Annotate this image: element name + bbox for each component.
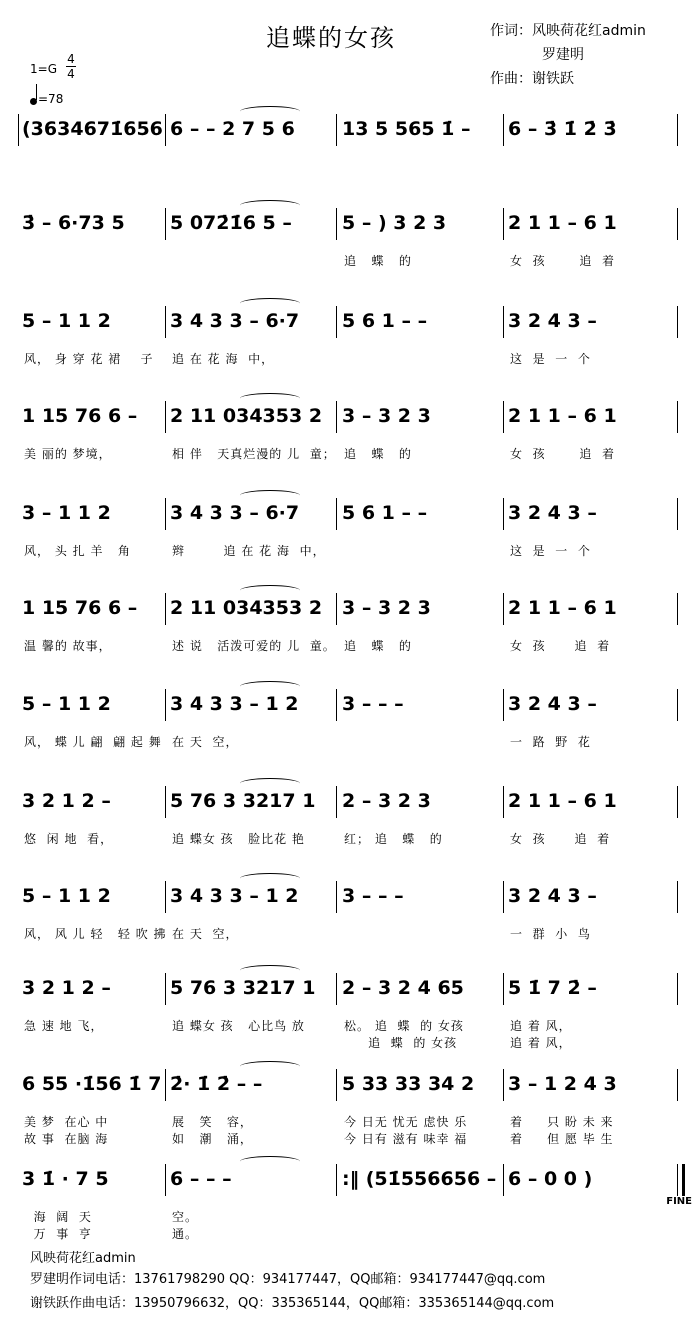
bar-line [336,498,337,530]
bar-line [336,1069,337,1101]
lyric-text: 追 蝶女 孩 脸比花 艳 [172,832,305,846]
score-row [0,212,698,292]
lyric-text: 一 路 野 花 [510,735,591,749]
lyric-text: 风， 蝶 儿 翩 翩 起 舞 [24,735,162,749]
lyric-text: 女 孩 追 着 [510,254,615,268]
bar-line [677,114,678,146]
score-row [0,790,698,870]
score-row [0,1168,698,1248]
lyric-text: 这 是 一 个 [510,544,591,558]
lyric-text: 追 蝶 的 [344,254,412,268]
bar-line [503,1069,504,1101]
measure-notes: 3 2 4 3 – [508,502,597,524]
bar-line [503,498,504,530]
lyric-text: 述 说 活泼可爱的 儿 童。 [172,639,336,653]
bar-line [677,593,678,625]
measure-notes: 2̇· 1̇ 2̇ – – [170,1073,263,1095]
lyric-text: 追 蝶女 孩 心比鸟 放 [172,1019,305,1033]
score-row [0,597,698,677]
measure-notes: 3 4 3 3 – 1 2 [170,885,299,907]
footer-line-1: 风映荷花红admin [30,1251,136,1266]
measure-notes: 2 11 034353 2 [170,597,323,619]
score-row [0,118,698,198]
bar-line [336,973,337,1005]
slur-arc [240,965,300,976]
lyric-text: 今 日无 忧无 虑快 乐 今 日有 滋有 味幸 福 [344,1115,468,1146]
lyric-text: 风， 身 穿 花 裙 子 [24,352,154,366]
lyricist-line [490,20,646,40]
lyricist-label: 作词： [490,23,532,39]
bar-line [336,593,337,625]
measure-notes: 3 4 3 3 – 6·7 [170,502,300,524]
measure-notes: 5 33 33 34 2 [342,1073,475,1095]
lyricist2-name: 罗建明 [542,47,584,63]
tempo-value: =78 [38,92,64,106]
slur-arc [240,200,300,211]
fine-marking: FINE [666,1196,692,1207]
measure-notes: 6 55 ·1̇56 1̇ 7 [22,1073,162,1095]
measure-notes: 3 – – – [342,885,404,907]
footer-line-2: 罗建明作词电话：13761798290 QQ：934177447，QQ邮箱：934177447@qq.com [30,1272,546,1287]
bar-line [503,208,504,240]
slur-arc [240,490,300,501]
lyric-text: 美 梦 在心 中 故 事 在脑 海 [24,1115,109,1146]
bar-line [336,689,337,721]
bar-line [336,306,337,338]
measure-notes: 2 1 1 – 6 1 [508,405,617,427]
lyric-text: 海 阔 天 万 事 亨 [33,1210,92,1241]
measure-notes: 6 – – 2 7 5 6 [170,118,295,140]
measure-notes: 3 – – – [342,693,404,715]
slur-arc [240,1156,300,1167]
composer-line [490,68,574,88]
slur-arc [240,106,300,117]
score-row [0,405,698,485]
bar-line [503,881,504,913]
measure-notes: :‖ (51̇556656 – [342,1168,497,1190]
measure-notes: 3 – 1 1 2 [22,502,111,524]
bar-line [165,881,166,913]
bar-line [165,498,166,530]
measure-notes: 5 – 1 1 2 [22,310,111,332]
measure-notes: 3 2 1 2 – [22,790,111,812]
lyric-text: 在 天 空， [172,735,239,749]
bar-line [677,1164,678,1196]
measure-notes: 1 15 76 6 – [22,405,138,427]
measure-notes: 1 15 76 6 – [22,597,138,619]
lyric-text: 悠 闲 地 看， [24,832,114,846]
measure-notes: 2 1 1 – 6 1 [508,597,617,619]
lyric-text: 追 着 风， 追 着 风， [510,1019,572,1050]
start-bar-line [18,114,19,146]
bar-line [677,401,678,433]
composer-label: 作曲： [490,71,532,87]
footer-line-3: 谢铁跃作曲电话：13950796632，QQ：335365144，QQ邮箱：335365144@qq.com [30,1296,555,1311]
lyric-text: 追 在 花 海 中， [172,352,275,366]
measure-notes: 3 – 3 2 3 [342,405,431,427]
slur-arc [240,778,300,789]
bar-line [165,1164,166,1196]
bar-line [503,689,504,721]
lyric-text: 女 孩 追 着 [510,447,615,461]
lyric-text: 追 蝶 的 [344,447,412,461]
lyric-text: 着 只 盼 未 来 着 但 愿 毕 生 [510,1115,614,1146]
measure-notes: 2 1 1 – 6 1 [508,212,617,234]
lyric-text: 展 笑 容， 如 潮 涌， [172,1115,253,1146]
lyric-text: 空。 通。 [172,1210,199,1241]
bar-line [336,786,337,818]
measure-notes: 5 76 3 3217 1 [170,790,316,812]
key-signature: 1=G [30,62,57,76]
measure-notes: 13 5 565 1̇ – [342,118,471,140]
tempo-marking [30,92,63,106]
bar-line [336,1164,337,1196]
measure-notes: 3 – 1 2 4 3 [508,1073,617,1095]
measure-notes: (3634671̇656 [22,118,163,140]
lyric-text: 急 速 地 飞， [24,1019,104,1033]
measure-notes: 6 – 0 0 ) [508,1168,593,1190]
bar-line [503,401,504,433]
measure-notes: 3 2 4 3 – [508,693,597,715]
final-bar-line [682,1164,685,1196]
measure-notes: 3 – 3 2 3 [342,597,431,619]
lyric-text: 美 丽的 梦境， [24,447,112,461]
measure-notes: 5 1̇ 7 2̇ – [508,977,597,999]
lyric-text: 红； 追 蝶 的 [344,832,443,846]
slur-arc [240,585,300,596]
measure-notes: 3 1̇ · 7 5 [22,1168,109,1190]
bar-line [165,973,166,1005]
bar-line [165,689,166,721]
bar-line [677,208,678,240]
bar-line [677,306,678,338]
lyric-text: 风， 风 儿 轻 轻 吹 拂 [24,927,167,941]
measure-notes: 6 – – – [170,1168,232,1190]
slur-arc [240,873,300,884]
measure-notes: 3 4 3 3 – 6·7 [170,310,300,332]
bar-line [677,881,678,913]
lyric-text: 追 蝶 的 [344,639,412,653]
bar-line [165,1069,166,1101]
bar-line [165,114,166,146]
measure-notes: 5 072̇1̇6 5 – [170,212,292,234]
bar-line [677,1069,678,1101]
measure-notes: 5 6 1 – – [342,502,428,524]
bar-line [503,114,504,146]
time-signature [66,52,76,81]
score-row [0,885,698,965]
lyric-text: 这 是 一 个 [510,352,591,366]
bar-line [503,306,504,338]
bar-line [677,973,678,1005]
composer-name: 谢铁跃 [532,71,574,87]
bar-line [165,401,166,433]
time-sig-bottom: 4 [67,67,75,81]
bar-line [503,593,504,625]
measure-notes: 5 – 1 1 2 [22,885,111,907]
bar-line [165,786,166,818]
measure-notes: 6 – 3̇ 1̇ 2̇ 3̇ [508,118,617,140]
bar-line [336,114,337,146]
measure-notes: 3 4 3 3 – 1 2 [170,693,299,715]
bar-line [336,881,337,913]
measure-notes: 3 2 4 3 – [508,885,597,907]
lyric-text: 辫 追 在 花 海 中， [172,544,326,558]
measure-notes: 2 – 3 2 3 [342,790,431,812]
bar-line [503,973,504,1005]
slur-arc [240,1061,300,1072]
lyric-text: 女 孩 追 着 [510,832,611,846]
time-sig-top: 4 [67,52,75,66]
measure-notes: 5 76 3 3217 1 [170,977,316,999]
measure-notes: 3 2 1 2 – [22,977,111,999]
measure-notes: 3 2 4 3 – [508,310,597,332]
lyric-text: 相 伴 天真烂漫的 儿 童； [172,447,336,461]
bar-line [503,1164,504,1196]
lyric-text: 温 馨的 故事， [24,639,112,653]
bar-line [165,208,166,240]
lyric-text: 风， 头 扎 羊 角 [24,544,131,558]
measure-notes: 2 1 1 – 6 1 [508,790,617,812]
bar-line [677,786,678,818]
bar-line [165,306,166,338]
measure-notes: 2 – 3 2 4 65 [342,977,464,999]
slur-arc [240,298,300,309]
score-row [0,693,698,773]
bar-line [677,498,678,530]
bar-line [677,689,678,721]
score-row [0,977,698,1057]
slur-arc [240,681,300,692]
lyric-text: 一 群 小 鸟 [510,927,591,941]
bar-line [336,401,337,433]
bar-line [336,208,337,240]
score-row [0,1073,698,1153]
bar-line [165,593,166,625]
measure-notes: 3̇ – 6·73 5 [22,212,125,234]
measure-notes: 5 – 1 1 2 [22,693,111,715]
measure-notes: 5 – ) 3 2 3 [342,212,447,234]
score-row [0,310,698,390]
song-title: 追蝶的女孩 [266,24,396,52]
lyricist-name: 风映荷花红admin [532,23,646,39]
score-row [0,502,698,582]
lyric-text: 松。 追 蝶 的 女孩 追 蝶 的 女孩 [344,1019,464,1050]
lyric-text: 在 天 空， [172,927,239,941]
bar-line [503,786,504,818]
quarter-note-icon [30,98,37,105]
measure-notes: 5 6 1 – – [342,310,428,332]
measure-notes: 2 11 034353 2 [170,405,323,427]
lyric-text: 女 孩 追 着 [510,639,611,653]
slur-arc [240,393,300,404]
